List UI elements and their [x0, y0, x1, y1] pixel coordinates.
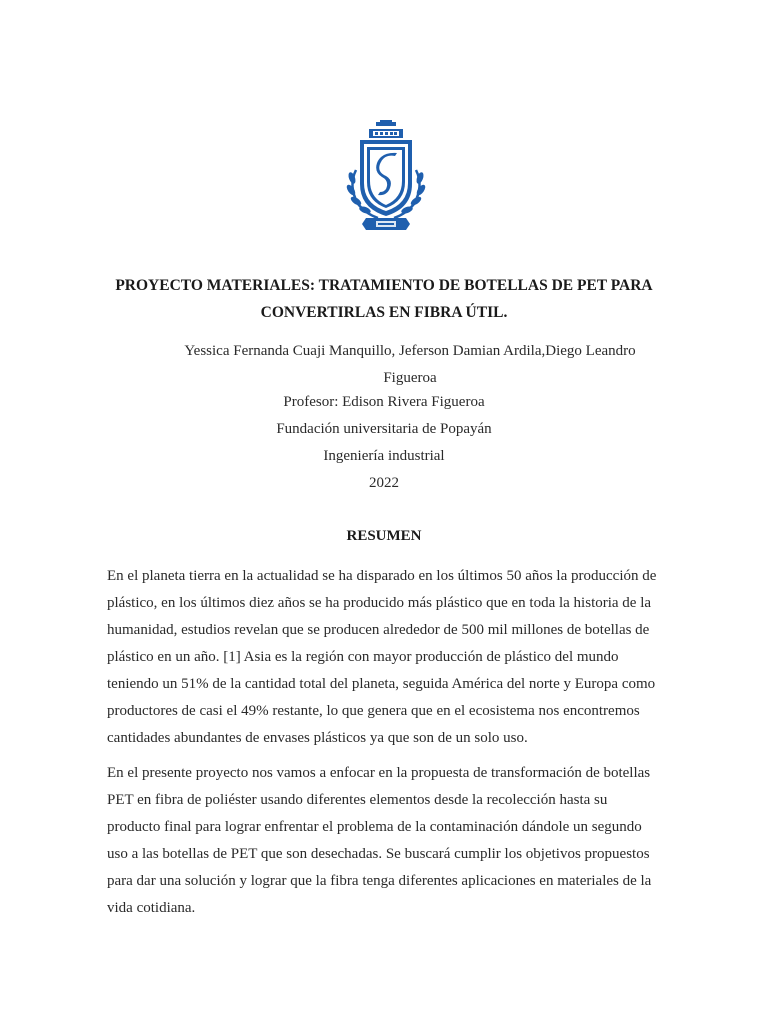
text-line: producto final para lograr enfrentar el problema de la contaminación dándole un segundo: [107, 819, 642, 835]
year: 2022: [369, 475, 399, 491]
authors-line: Yessica Fernanda Cuaji Manquillo, Jeferson Damian Ardila,Diego Leandro: [184, 343, 636, 359]
text-line: teniendo un 51% de la cantidad total del planeta, seguida América del norte y Europa como: [107, 676, 656, 692]
university-seal-logo: [340, 120, 432, 232]
title-line: PROYECTO MATERIALES: TRATAMIENTO DE BOTELLAS DE PET PARA: [115, 277, 653, 294]
text-line: En el planeta tierra en la actualidad se ha disparado en los últimos 50 años la producción de: [107, 568, 657, 584]
document-title: [80, 272, 688, 326]
program: Ingeniería industrial: [323, 448, 445, 464]
text-line: humanidad, estudios revelan que se producen alrededor de 500 mil millones de botellas de: [107, 622, 650, 638]
text-line: vida cotidiana.: [107, 900, 196, 916]
text-line: para dar una solución y lograr que la fibra tenga diferentes aplicaciones en materiales de la: [107, 873, 652, 889]
professor: Profesor: Edison Rivera Figueroa: [283, 394, 485, 410]
authors-line: Figueroa: [383, 370, 437, 386]
title-line: CONVERTIRLAS EN FIBRA ÚTIL.: [260, 304, 508, 321]
text-line: productores de casi el 49% restante, lo que genera que en el ecosistema nos encontremos: [107, 703, 640, 719]
abstract-paragraph-2: [107, 760, 667, 922]
authors: [130, 338, 690, 392]
institution: Fundación universitaria de Popayán: [276, 421, 492, 437]
text-line: plástico, en los últimos diez años se ha producido más plástico que en toda la historia de la: [107, 595, 652, 611]
text-line: PET en fibra de poliéster usando diferentes elementos desde la recolección hasta su: [107, 792, 608, 808]
section-heading: RESUMEN: [346, 528, 422, 544]
text-line: plástico en un año. [1] Asia es la región con mayor producción de plástico del mundo: [107, 649, 619, 665]
text-line: uso a las botellas de PET que son desechadas. Se buscará cumplir los objetivos propuestos: [107, 846, 650, 862]
abstract-paragraph-1: [107, 563, 667, 752]
text-line: En el presente proyecto nos vamos a enfocar en la propuesta de transformación de botellas: [107, 765, 651, 781]
text-line: cantidades abundantes de envases plásticos ya que son de un solo uso.: [107, 730, 528, 746]
